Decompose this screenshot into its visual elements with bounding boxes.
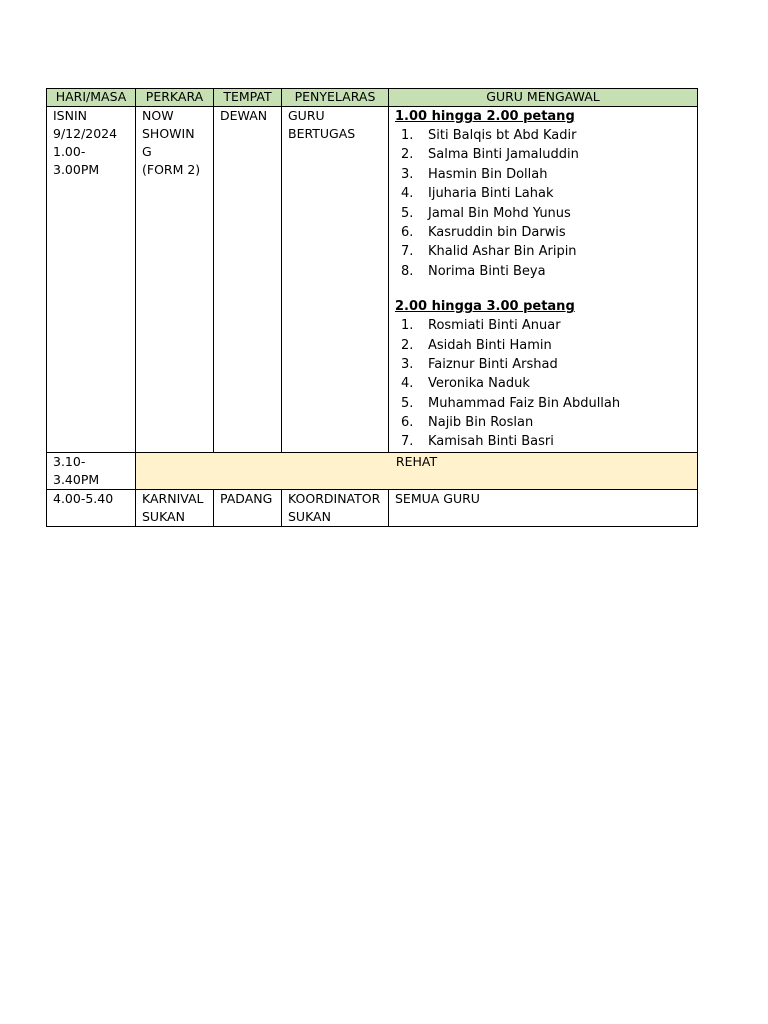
list-number: 6. [401, 415, 414, 431]
venue-text: DEWAN [220, 108, 268, 123]
schedule-table [46, 88, 698, 527]
list-item [395, 165, 691, 184]
teacher-list [395, 126, 691, 281]
spacer [395, 281, 691, 297]
list-item [395, 336, 691, 355]
teacher-name: Norima Binti Beya [428, 263, 546, 279]
teacher-name: Asidah Binti Hamin [428, 337, 552, 353]
header-row [47, 89, 698, 107]
list-number: 2. [401, 337, 414, 353]
cell-penyelaras [282, 107, 389, 453]
cell-penyelaras [282, 489, 389, 526]
venue-text: PADANG [220, 490, 273, 506]
teacher-name: Kasruddin bin Darwis [428, 224, 566, 240]
date-text: 9/12/2024 [53, 126, 118, 141]
coordinator-text: SUKAN [288, 508, 331, 524]
table-row [47, 489, 698, 526]
cell-hari-masa [47, 107, 136, 453]
list-item [395, 184, 691, 203]
event-text: SUKAN [142, 508, 185, 524]
teacher-name: Kamisah Binti Basri [428, 434, 554, 450]
rehat-cell: REHAT [136, 452, 698, 489]
list-item [395, 374, 691, 393]
day-text: ISNIN [53, 108, 88, 123]
session-title: 1.00 hingga 2.00 petang [395, 109, 575, 124]
list-number: 3. [401, 356, 414, 372]
header-hari-masa: HARI/MASA [47, 89, 136, 107]
cell-hari-masa [47, 489, 136, 526]
teacher-name: Ijuharia Binti Lahak [428, 186, 554, 202]
list-item [395, 394, 691, 413]
coordinator-text: KOORDINATOR [288, 490, 381, 506]
event-text: KARNIVAL [142, 490, 204, 506]
teacher-name: Siti Balqis bt Abd Kadir [428, 128, 577, 143]
event-text: G [142, 144, 152, 159]
coordinator-text: BERTUGAS [288, 126, 356, 141]
list-number: 5. [401, 205, 414, 221]
teacher-name: Khalid Ashar Bin Aripin [428, 244, 577, 260]
event-text: NOW [142, 108, 174, 123]
teacher-name: Najib Bin Roslan [428, 415, 534, 431]
teacher-name: Muhammad Faiz Bin Abdullah [428, 395, 621, 411]
time-text: 3.00PM [53, 162, 100, 177]
list-item [395, 355, 691, 374]
time-text: 3.40PM [53, 471, 100, 487]
list-item [395, 262, 691, 281]
teacher-text: SEMUA GURU [395, 490, 480, 506]
list-item [395, 204, 691, 223]
cell-tempat [214, 107, 282, 453]
table-row [47, 107, 698, 453]
list-number: 8. [401, 263, 414, 279]
cell-guru-mengawal [389, 107, 698, 453]
cell-perkara [136, 107, 214, 453]
teacher-name: Faiznur Binti Arshad [428, 356, 558, 372]
cell-perkara [136, 489, 214, 526]
list-number: 3. [401, 166, 414, 182]
list-item [395, 145, 691, 164]
cell-hari-masa [47, 452, 136, 489]
list-number: 5. [401, 395, 414, 411]
list-number: 7. [401, 244, 414, 260]
cell-guru-mengawal [389, 489, 698, 526]
teacher-name: Veronika Naduk [428, 376, 530, 392]
list-number: 1. [401, 128, 414, 143]
teacher-name: Hasmin Bin Dollah [428, 166, 548, 182]
table-row [47, 452, 698, 489]
teacher-name: Jamal Bin Mohd Yunus [428, 205, 571, 221]
list-item [395, 242, 691, 261]
header-guru-mengawal: GURU MENGAWAL [389, 89, 698, 107]
header-tempat: TEMPAT [214, 89, 282, 107]
time-text: 1.00- [53, 144, 86, 159]
list-item [395, 126, 691, 145]
list-item [395, 223, 691, 242]
teacher-name: Salma Binti Jamaluddin [428, 147, 579, 163]
time-text: 3.10- [53, 453, 86, 469]
list-item [395, 413, 691, 432]
time-text: 4.00-5.40 [53, 490, 114, 506]
teacher-name: Rosmiati Binti Anuar [428, 318, 561, 334]
header-penyelaras: PENYELARAS [282, 89, 389, 107]
list-number: 1. [401, 318, 414, 334]
list-item [395, 432, 691, 451]
list-number: 4. [401, 376, 414, 392]
list-number: 7. [401, 434, 414, 450]
coordinator-text: GURU [288, 108, 325, 123]
session-title: 2.00 hingga 3.00 petang [395, 299, 575, 315]
list-number: 2. [401, 147, 414, 163]
event-text: (FORM 2) [142, 162, 201, 177]
header-perkara: PERKARA [136, 89, 214, 107]
list-item [395, 316, 691, 335]
list-number: 6. [401, 224, 414, 240]
list-number: 4. [401, 186, 414, 202]
teacher-list [395, 316, 691, 452]
cell-tempat [214, 489, 282, 526]
event-text: SHOWIN [142, 126, 195, 141]
